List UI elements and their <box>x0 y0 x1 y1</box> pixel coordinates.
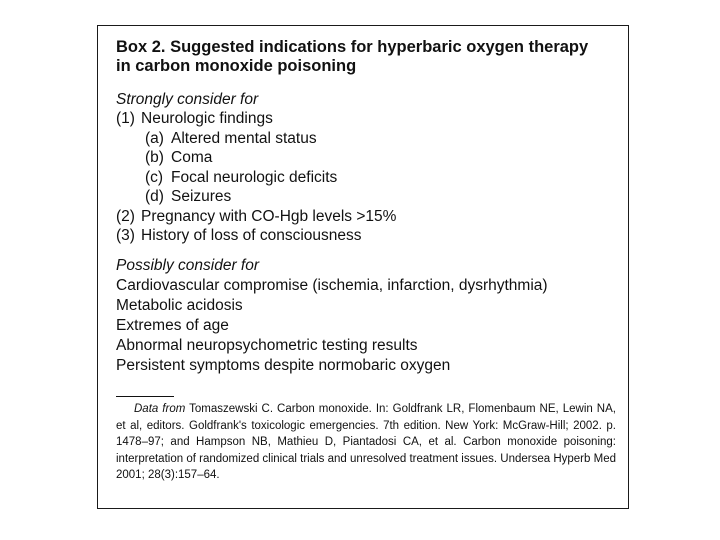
subitem-text: Altered mental status <box>171 130 317 147</box>
box-title <box>116 38 588 76</box>
neuro-subitem-c <box>145 168 337 188</box>
source-lead: Data from <box>134 403 186 415</box>
strong-item-number: (1) <box>116 110 135 127</box>
strong-item-text: Neurologic findings <box>141 110 273 127</box>
possibly-item-5: Persistent symptoms despite normobaric oxygen <box>116 357 451 374</box>
possibly-consider-heading: Possibly consider for <box>116 257 260 274</box>
strong-item-1 <box>116 109 273 129</box>
subitem-label: (c) <box>145 169 164 186</box>
possibly-item-1: Cardiovascular compromise (ischemia, infarction, dysrhythmia) <box>116 277 548 294</box>
neuro-subitem-d <box>145 187 231 207</box>
subitem-text: Coma <box>171 149 213 166</box>
strong-item-2 <box>116 207 396 227</box>
source-text: Tomaszewski C. Carbon monoxide. In: Goldfrank LR, Flomenbaum NE, Lewin NA, et al, editors. Goldfrank's toxicologic emergencies. 7th edition. New York: McGraw-Hill; 2002. p. 1478–97; and Hampson NB, Mathieu D, Piantadosi CA, et al. Carbon monoxide poisoning: interpretation of randomized clinical trials and unresolved treatment issues. Undersea Hyperb Med 2001; 28(3):157–64. <box>116 403 616 481</box>
strongly-consider-heading: Strongly consider for <box>116 91 259 108</box>
subitem-label: (d) <box>145 188 164 205</box>
box-title-line-2: in carbon monoxide poisoning <box>116 57 357 75</box>
neuro-subitem-a <box>145 129 317 149</box>
strong-item-text: Pregnancy with CO-Hgb levels >15% <box>141 208 397 225</box>
indications-box <box>97 25 629 509</box>
source-citation <box>116 401 616 484</box>
subitem-text: Seizures <box>171 188 232 205</box>
strong-item-3 <box>116 226 362 246</box>
subitem-label: (b) <box>145 149 164 166</box>
possibly-item-2: Metabolic acidosis <box>116 297 243 314</box>
footnote-divider <box>116 396 174 397</box>
possibly-item-3: Extremes of age <box>116 317 229 334</box>
box-title-line-1: Box 2. Suggested indications for hyperbaric oxygen therapy <box>116 38 589 56</box>
subitem-label: (a) <box>145 130 164 147</box>
strong-item-number: (3) <box>116 227 135 244</box>
strong-item-number: (2) <box>116 208 135 225</box>
possibly-item-4: Abnormal neuropsychometric testing results <box>116 337 418 354</box>
subitem-text: Focal neurologic deficits <box>171 169 338 186</box>
strong-item-text: History of loss of consciousness <box>141 227 362 244</box>
neuro-subitem-b <box>145 148 212 168</box>
